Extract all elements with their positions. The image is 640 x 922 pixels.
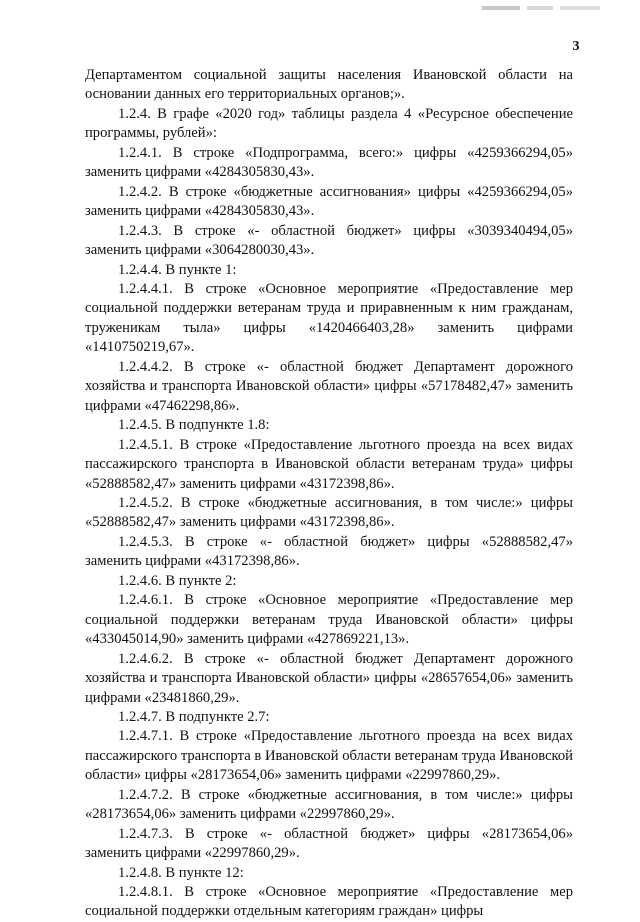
paragraph: 1.2.4.4.1. В строке «Основное мероприятие «Предоставление мер социальной поддержки ветеранам труда и приравненным к ним гражданам, труженикам тыла» цифры «1420466403,28» заменить цифрами «1410750219,67». (85, 280, 573, 356)
scan-artifact (482, 6, 600, 10)
paragraph: 1.2.4.4. В пункте 1: (118, 261, 237, 278)
paragraph: 1.2.4. В графе «2020 год» таблицы раздела 4 «Ресурсное обеспечение программы, рублей»: (85, 105, 573, 142)
paragraph: 1.2.4.7. В подпункте 2.7: (118, 708, 270, 725)
paragraph: 1.2.4.4.2. В строке «- областной бюджет Департамент дорожного хозяйства и транспорта Ивановской области» цифры «57178482,47» заменить цифрами «47462298,86». (85, 358, 573, 414)
paragraph: 1.2.4.5.1. В строке «Предоставление льготного проезда на всех видах пассажирского транспорта в Ивановской области ветеранам труда» цифры «52888582,47» заменить цифрами «43172398,86». (85, 436, 573, 492)
document-body (85, 66, 573, 922)
page-number: 3 (572, 39, 580, 54)
paragraph: 1.2.4.7.1. В строке «Предоставление льготного проезда на всех видах пассажирского транспорта в Ивановской области ветеранам труда Ивановской области» цифры «28173654,06» заменить цифрами «22997860,29». (85, 728, 573, 784)
paragraph: 1.2.4.5.2. В строке «бюджетные ассигнования, в том числе:» цифры «52888582,47» заменить цифрами «43172398,86». (85, 494, 573, 531)
paragraph: 1.2.4.6.1. В строке «Основное мероприятие «Предоставление мер социальной поддержки ветеранам труда Ивановской области» цифры «433045014,90» заменить цифрами «427869221,13». (85, 592, 573, 648)
paragraph: 1.2.4.6. В пункте 2: (118, 572, 237, 589)
paragraph: 1.2.4.7.2. В строке «бюджетные ассигнования, в том числе:» цифры «28173654,06» заменить цифрами «22997860,29». (85, 786, 573, 823)
paragraph: Департаментом социальной защиты населения Ивановской области на основании данных его территориальных органов;». (85, 67, 573, 103)
paragraph: 1.2.4.2. В строке «бюджетные ассигнования» цифры «4259366294,05» заменить цифрами «4284305830,43». (85, 183, 573, 220)
paragraph: 1.2.4.6.2. В строке «- областной бюджет Департамент дорожного хозяйства и транспорта Ивановской области» цифры «28657654,06» заменить цифрами «23481860,29». (85, 650, 573, 706)
paragraph: 1.2.4.8. В пункте 12: (118, 864, 244, 881)
paragraph: 1.2.4.7.3. В строке «- областной бюджет» цифры «28173654,06» заменить цифрами «22997860,29». (85, 825, 573, 862)
paragraph: 1.2.4.5.3. В строке «- областной бюджет» цифры «52888582,47» заменить цифрами «43172398,86». (85, 533, 573, 570)
paragraph: 1.2.4.1. В строке «Подпрограмма, всего:» цифры «4259366294,05» заменить цифрами «4284305830,43». (85, 144, 573, 181)
paragraph: 1.2.4.3. В строке «- областной бюджет» цифры «3039340494,05» заменить цифрами «3064280030,43». (85, 222, 573, 259)
paragraph: 1.2.4.5. В подпункте 1.8: (118, 417, 270, 434)
paragraph: 1.2.4.8.1. В строке «Основное мероприятие «Предоставление мер социальной поддержки отдельным категориям граждан» цифры (85, 884, 573, 920)
